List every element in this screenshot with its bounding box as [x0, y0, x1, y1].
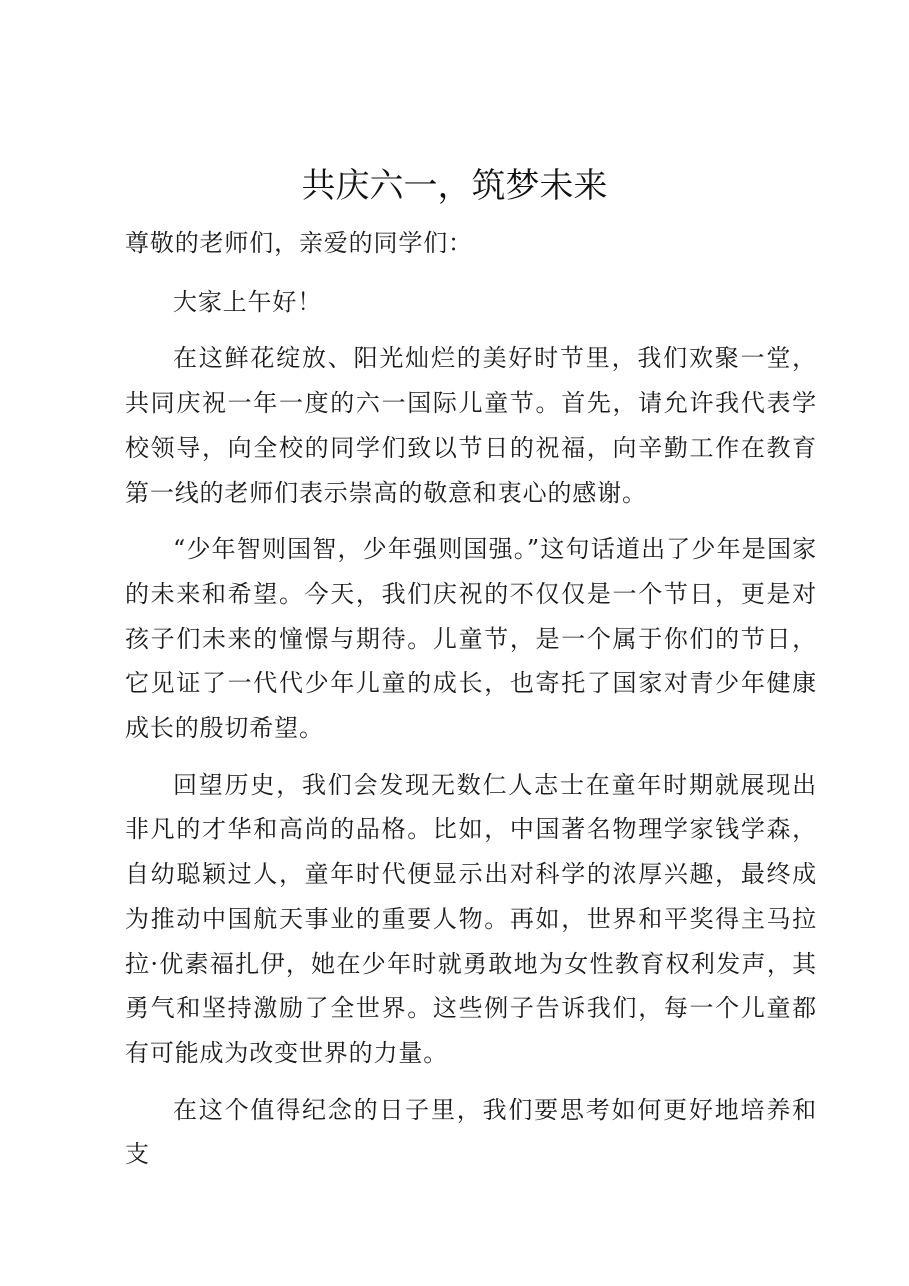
paragraph-greeting: 大家上午好！: [173, 287, 323, 316]
paragraph-closing: 在这个值得纪念的日子里，我们要思考如何更好地培养和支: [125, 1095, 817, 1169]
paragraph-history: 回望历史，我们会发现无数仁人志士在童年时期就展现出非凡的才华和高尚的品格。比如，中国著名物理学家钱学森，自幼聪颖过人，童年时代便显示出对科学的浓厚兴趣，最终成为推动中国航天事业的重要人物。再如，世界和平奖得主马拉拉·优素福扎伊，她在少年时就勇敢地为女性教育权利发声，其勇气和坚持激励了全世界。这些例子告诉我们，每一个儿童都有可能成为改变世界的力量。: [125, 770, 817, 1067]
paragraph-quote: “少年智则国智，少年强则国强。”这句话道出了少年是国家的未来和希望。今天，我们庆祝的不仅仅是一个节日，更是对孩子们未来的憧憬与期待。儿童节，是一个属于你们的节日，它见证了一代代少年儿童的成长，也寄托了国家对青少年健康成长的殷切希望。: [125, 535, 817, 743]
page-title: 共庆六一，筑梦未来: [301, 166, 608, 206]
document-body: [125, 221, 817, 1189]
salutation: 尊敬的老师们，亲爱的同学们：: [125, 229, 473, 257]
paragraph-opening: 在这鲜花绽放、阳光灿烂的美好时节里，我们欢聚一堂，共同庆祝一年一度的六一国际儿童节。首先，请允许我代表学校领导，向全校的同学们致以节日的祝福，向辛勤工作在教育第一线的老师们表示崇高的敬意和衷心的感谢。: [125, 344, 817, 507]
